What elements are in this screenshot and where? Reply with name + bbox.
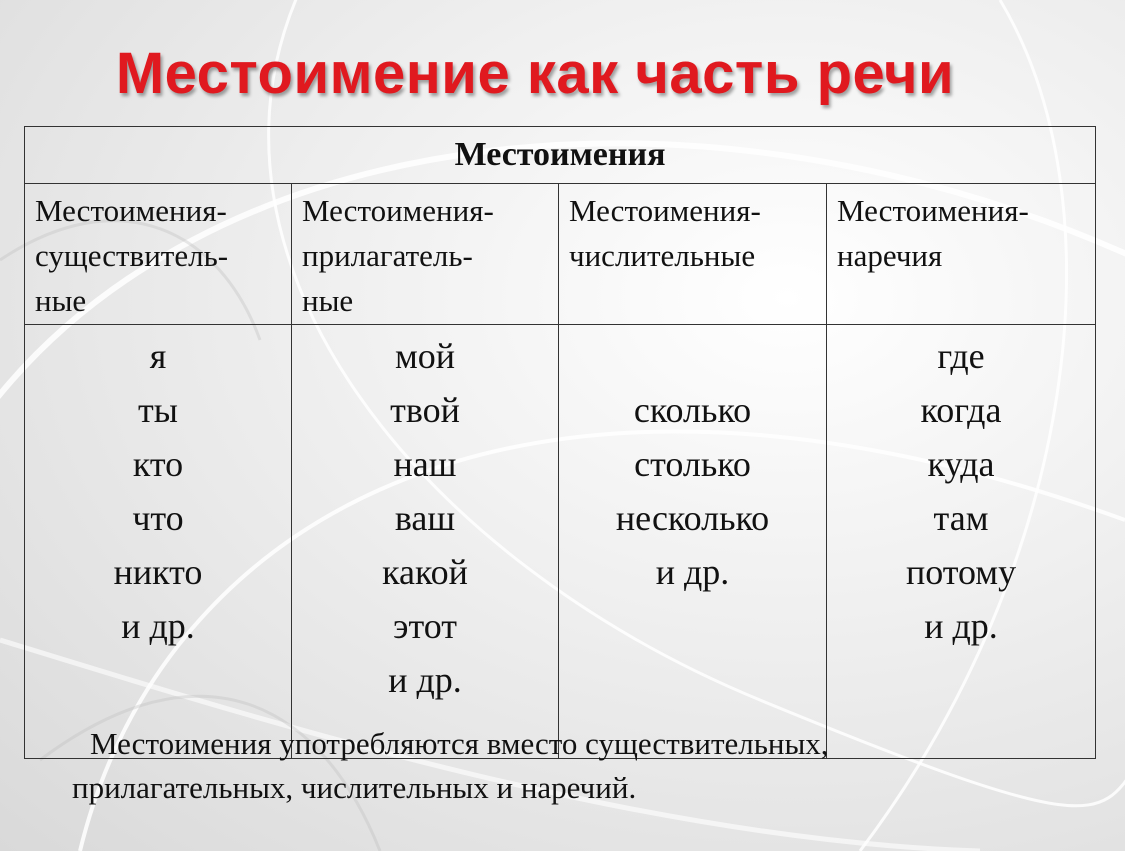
example-word: потому (905, 552, 1017, 592)
example-word: и др. (924, 606, 998, 646)
example-word: твой (390, 390, 460, 430)
example-word: несколько (615, 498, 770, 538)
usage-note-line: Местоимения употребляются вместо существительных, (90, 726, 829, 761)
category-row (25, 184, 1096, 325)
category-adjectives (292, 184, 559, 325)
category-nouns (25, 184, 292, 325)
example-word: что (132, 498, 184, 538)
example-word: наш (393, 444, 457, 484)
usage-note (72, 722, 1072, 810)
category-label-line: существитель- (35, 238, 229, 273)
example-word: какой (382, 552, 468, 592)
example-word: никто (113, 552, 203, 592)
example-word: этот (393, 606, 457, 646)
category-label-line: ные (302, 283, 354, 318)
examples-row (25, 325, 1096, 759)
example-word: и др. (388, 660, 462, 700)
example-word: ты (138, 390, 178, 430)
category-adverbs (827, 184, 1096, 325)
examples-numerals (559, 325, 827, 759)
examples-adverbs (827, 325, 1096, 759)
page-title: Местоимение как часть речи (115, 41, 955, 106)
category-label-line: наречия (837, 238, 943, 273)
category-label-line: Местоимения- (302, 193, 494, 228)
pronoun-table (24, 126, 1096, 759)
examples-adjectives (292, 325, 559, 759)
example-word: столько (634, 444, 751, 484)
category-label-line: Местоимения- (837, 193, 1029, 228)
category-label-line: прилагатель- (302, 238, 473, 273)
table-header: Местоимения (25, 127, 1096, 184)
example-word: когда (920, 390, 1002, 430)
category-label-line: ные (35, 283, 87, 318)
examples-nouns (25, 325, 292, 759)
example-word: кто (132, 444, 184, 484)
category-label-line: числительные (569, 238, 756, 273)
category-label-line: Местоимения- (569, 193, 761, 228)
example-word: сколько (633, 390, 752, 430)
table-header-row (25, 127, 1096, 184)
usage-note-line: прилагательных, числительных и наречий. (72, 770, 637, 805)
example-word: и др. (121, 606, 195, 646)
category-label-line: Местоимения- (35, 193, 227, 228)
example-word: и др. (655, 552, 730, 592)
example-word: куда (927, 444, 995, 484)
example-word: где (937, 336, 985, 376)
example-word: я (149, 336, 167, 376)
example-word: ваш (394, 498, 456, 538)
example-word: мой (394, 336, 456, 376)
example-word: там (933, 498, 989, 538)
category-numerals (559, 184, 827, 325)
